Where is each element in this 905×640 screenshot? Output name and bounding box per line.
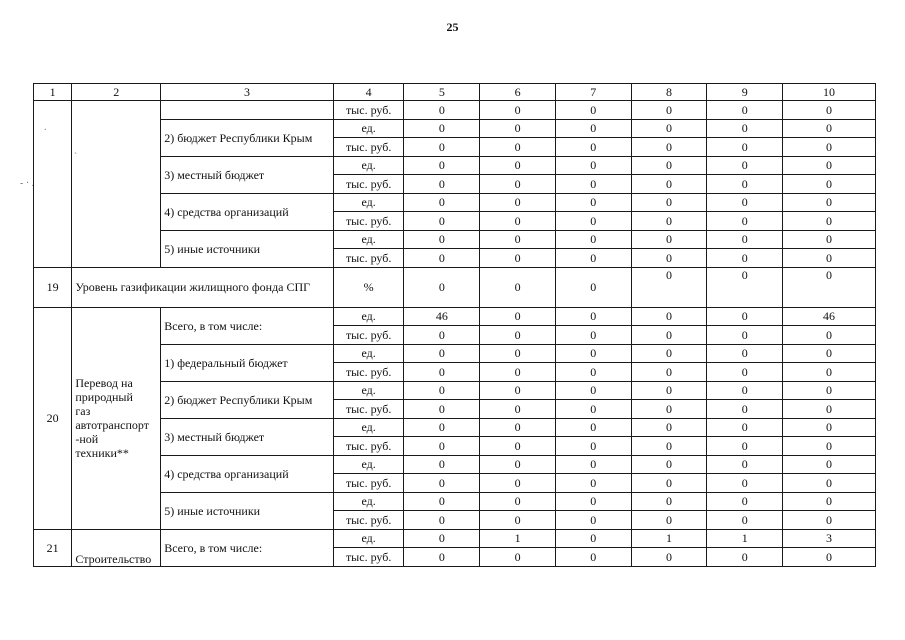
row-name-cell	[72, 307, 161, 529]
table-row	[34, 156, 876, 175]
value-cell: 0	[783, 492, 876, 511]
value-cell: 0	[555, 548, 631, 567]
value-cell: 0	[707, 400, 783, 419]
value-cell: 1	[707, 529, 783, 548]
unit-cell: тыс. руб.	[333, 212, 404, 231]
value-cell: 0	[631, 230, 707, 249]
header-cell: 6	[480, 84, 556, 101]
value-cell: 0	[555, 156, 631, 175]
value-cell: 0	[783, 400, 876, 419]
value-cell: 0	[707, 455, 783, 474]
value-cell: 0	[783, 193, 876, 212]
value-cell: 0	[404, 212, 480, 231]
scan-artifact: `	[74, 152, 78, 163]
value-cell: 0	[631, 548, 707, 567]
value-cell: 0	[707, 307, 783, 326]
value-cell: 0	[555, 193, 631, 212]
row-name-cell	[72, 101, 161, 268]
value-cell: 0	[480, 249, 556, 268]
table-row	[34, 492, 876, 511]
unit-cell: тыс. руб.	[333, 175, 404, 194]
page-number: 25	[446, 20, 459, 34]
value-cell: 3	[783, 529, 876, 548]
value-cell: 0	[480, 474, 556, 493]
row-number-cell: 21	[34, 529, 72, 566]
unit-cell: ед.	[333, 119, 404, 138]
value-cell: 0	[555, 455, 631, 474]
value-cell: 0	[707, 138, 783, 157]
value-cell: 0	[631, 344, 707, 363]
value-cell: 0	[555, 326, 631, 345]
value-cell: 0	[404, 511, 480, 530]
source-label: 5) иные источники	[161, 492, 334, 529]
unit-cell: тыс. руб.	[333, 363, 404, 382]
value-cell: 0	[480, 119, 556, 138]
unit-cell: ед.	[333, 529, 404, 548]
header-cell: 10	[783, 84, 876, 101]
unit-cell: ед.	[333, 307, 404, 326]
value-cell: 0	[555, 101, 631, 120]
value-cell: 0	[631, 101, 707, 120]
unit-cell: тыс. руб.	[333, 474, 404, 493]
value-cell: 0	[631, 212, 707, 231]
value-cell: 0	[631, 307, 707, 326]
value-cell: 0	[404, 400, 480, 419]
source-label: 1) федеральный бюджет	[161, 344, 334, 381]
value-cell: 0	[480, 437, 556, 456]
value-cell: 0	[631, 249, 707, 268]
value-cell: 0	[783, 363, 876, 382]
value-cell: 0	[707, 156, 783, 175]
row-name-line: техники**	[75, 446, 129, 460]
value-cell: 0	[480, 455, 556, 474]
unit-cell: ед.	[333, 492, 404, 511]
value-cell: 0	[480, 156, 556, 175]
value-cell: 0	[555, 138, 631, 157]
value-cell: 0	[404, 175, 480, 194]
value-cell: 0	[783, 326, 876, 345]
unit-cell: ед.	[333, 193, 404, 212]
unit-cell: %	[333, 267, 404, 307]
table-row	[34, 267, 876, 307]
value-cell: 46	[783, 307, 876, 326]
source-label: Всего, в том числе:	[161, 529, 334, 566]
scan-artifact: .	[44, 122, 47, 133]
value-cell: 0	[631, 437, 707, 456]
value-cell: 0	[631, 400, 707, 419]
header-cell: 7	[555, 84, 631, 101]
value-cell: 0	[404, 455, 480, 474]
value-cell: 0	[783, 267, 876, 307]
source-label: 2) бюджет Республики Крым	[161, 119, 334, 156]
value-cell: 0	[404, 492, 480, 511]
value-cell: 0	[480, 418, 556, 437]
value-cell: 0	[480, 511, 556, 530]
value-cell: 0	[631, 138, 707, 157]
value-cell: 0	[404, 138, 480, 157]
value-cell: 0	[783, 119, 876, 138]
value-cell: 0	[404, 267, 480, 307]
unit-cell: тыс. руб.	[333, 511, 404, 530]
value-cell: 0	[555, 437, 631, 456]
header-cell: 1	[34, 84, 72, 101]
unit-cell: ед.	[333, 455, 404, 474]
source-label: Всего, в том числе:	[161, 307, 334, 344]
table-row	[34, 344, 876, 363]
value-cell: 0	[707, 344, 783, 363]
value-cell: 0	[480, 548, 556, 567]
value-cell: 46	[404, 307, 480, 326]
value-cell: 0	[783, 455, 876, 474]
table-row	[34, 307, 876, 326]
value-cell: 0	[555, 363, 631, 382]
value-cell: 0	[707, 193, 783, 212]
source-label: 3) местный бюджет	[161, 418, 334, 455]
table-row	[34, 455, 876, 474]
value-cell: 0	[555, 511, 631, 530]
unit-cell: тыс. руб.	[333, 138, 404, 157]
unit-cell: ед.	[333, 344, 404, 363]
source-label: 4) средства организаций	[161, 193, 334, 230]
value-cell: 0	[404, 381, 480, 400]
source-label: 4) средства организаций	[161, 455, 334, 492]
unit-cell: тыс. руб.	[333, 400, 404, 419]
source-label: 2) бюджет Республики Крым	[161, 381, 334, 418]
row-name-cell: Строительство	[72, 529, 161, 566]
table-row	[34, 529, 876, 548]
value-cell: 0	[555, 400, 631, 419]
table-row	[34, 418, 876, 437]
value-cell: 0	[707, 101, 783, 120]
value-cell: 0	[404, 418, 480, 437]
value-cell: 0	[480, 175, 556, 194]
value-cell: 0	[480, 193, 556, 212]
value-cell: 0	[404, 249, 480, 268]
header-cell: 4	[333, 84, 404, 101]
row-name-line: газ	[75, 404, 91, 418]
table-row	[34, 230, 876, 249]
row-name-line: -ной	[75, 432, 99, 446]
value-cell: 0	[707, 437, 783, 456]
value-cell: 0	[707, 230, 783, 249]
unit-cell: ед.	[333, 156, 404, 175]
value-cell: 0	[404, 230, 480, 249]
value-cell: 0	[707, 474, 783, 493]
value-cell: 0	[707, 267, 783, 307]
value-cell: 0	[783, 418, 876, 437]
row-name-line: Перевод на	[75, 376, 133, 390]
scan-artifact: - · .	[20, 178, 35, 189]
value-cell: 0	[783, 156, 876, 175]
value-cell: 0	[707, 212, 783, 231]
value-cell: 0	[707, 511, 783, 530]
source-cell	[161, 101, 334, 120]
row-name-line: природный	[75, 390, 133, 404]
value-cell: 0	[555, 230, 631, 249]
header-cell: 9	[707, 84, 783, 101]
value-cell: 0	[631, 363, 707, 382]
source-label: 5) иные источники	[161, 230, 334, 267]
value-cell: 0	[555, 492, 631, 511]
value-cell: 0	[631, 474, 707, 493]
value-cell: 0	[783, 249, 876, 268]
value-cell: 0	[631, 455, 707, 474]
value-cell: 0	[404, 363, 480, 382]
row-name-line: автотранспорт	[75, 418, 149, 432]
value-cell: 0	[555, 175, 631, 194]
row-number-cell: 19	[34, 267, 72, 307]
value-cell: 0	[555, 529, 631, 548]
value-cell: 0	[480, 344, 556, 363]
value-cell: 0	[783, 548, 876, 567]
header-cell: 3	[161, 84, 334, 101]
value-cell: 0	[707, 175, 783, 194]
value-cell: 0	[480, 381, 556, 400]
header-cell: 2	[72, 84, 161, 101]
value-cell: 0	[631, 193, 707, 212]
value-cell: 0	[555, 212, 631, 231]
unit-cell: тыс. руб.	[333, 326, 404, 345]
value-cell: 0	[404, 437, 480, 456]
value-cell: 1	[480, 529, 556, 548]
value-cell: 0	[480, 101, 556, 120]
table-row	[34, 119, 876, 138]
value-cell: 0	[783, 101, 876, 120]
value-cell: 0	[783, 344, 876, 363]
value-cell: 0	[480, 307, 556, 326]
value-cell: 0	[783, 212, 876, 231]
value-cell: 0	[555, 267, 631, 307]
value-cell: 0	[555, 381, 631, 400]
value-cell: 0	[480, 138, 556, 157]
row-number-cell: 20	[34, 307, 72, 529]
value-cell: 0	[480, 363, 556, 382]
value-cell: 0	[404, 548, 480, 567]
value-cell: 0	[783, 230, 876, 249]
row-number-cell	[34, 101, 72, 268]
value-cell: 0	[480, 326, 556, 345]
value-cell: 0	[707, 381, 783, 400]
value-cell: 0	[707, 492, 783, 511]
value-cell: 0	[631, 267, 707, 307]
value-cell: 0	[404, 119, 480, 138]
value-cell: 0	[783, 138, 876, 157]
value-cell: 0	[631, 156, 707, 175]
value-cell: 0	[707, 548, 783, 567]
value-cell: 0	[404, 344, 480, 363]
value-cell: 0	[555, 249, 631, 268]
data-table	[33, 83, 876, 567]
value-cell: 0	[631, 381, 707, 400]
unit-cell: тыс. руб.	[333, 548, 404, 567]
value-cell: 0	[707, 249, 783, 268]
unit-cell: тыс. руб.	[333, 437, 404, 456]
value-cell: 0	[480, 212, 556, 231]
table-row	[34, 193, 876, 212]
unit-cell: ед.	[333, 418, 404, 437]
value-cell: 0	[631, 418, 707, 437]
value-cell: 0	[555, 344, 631, 363]
table-row	[34, 101, 876, 120]
value-cell: 0	[783, 474, 876, 493]
value-cell: 0	[404, 156, 480, 175]
value-cell: 0	[631, 119, 707, 138]
value-cell: 1	[631, 529, 707, 548]
value-cell: 0	[783, 511, 876, 530]
unit-cell: тыс. руб.	[333, 101, 404, 120]
value-cell: 0	[707, 363, 783, 382]
value-cell: 0	[707, 326, 783, 345]
value-cell: 0	[480, 230, 556, 249]
header-cell: 8	[631, 84, 707, 101]
source-label: 3) местный бюджет	[161, 156, 334, 193]
row-name-cell: Уровень газификации жилищного фонда СПГ	[72, 267, 333, 307]
unit-cell: ед.	[333, 230, 404, 249]
header-cell: 5	[404, 84, 480, 101]
value-cell: 0	[404, 474, 480, 493]
value-cell: 0	[555, 307, 631, 326]
table-row	[34, 381, 876, 400]
value-cell: 0	[404, 326, 480, 345]
value-cell: 0	[480, 267, 556, 307]
value-cell: 0	[555, 119, 631, 138]
value-cell: 0	[555, 474, 631, 493]
value-cell: 0	[631, 175, 707, 194]
value-cell: 0	[631, 511, 707, 530]
value-cell: 0	[707, 119, 783, 138]
unit-cell: тыс. руб.	[333, 249, 404, 268]
value-cell: 0	[783, 437, 876, 456]
value-cell: 0	[631, 492, 707, 511]
value-cell: 0	[404, 529, 480, 548]
value-cell: 0	[631, 326, 707, 345]
value-cell: 0	[707, 418, 783, 437]
value-cell: 0	[404, 101, 480, 120]
header-row	[34, 84, 876, 101]
value-cell: 0	[480, 492, 556, 511]
value-cell: 0	[783, 381, 876, 400]
value-cell: 0	[783, 175, 876, 194]
value-cell: 0	[480, 400, 556, 419]
unit-cell: ед.	[333, 381, 404, 400]
value-cell: 0	[555, 418, 631, 437]
value-cell: 0	[404, 193, 480, 212]
